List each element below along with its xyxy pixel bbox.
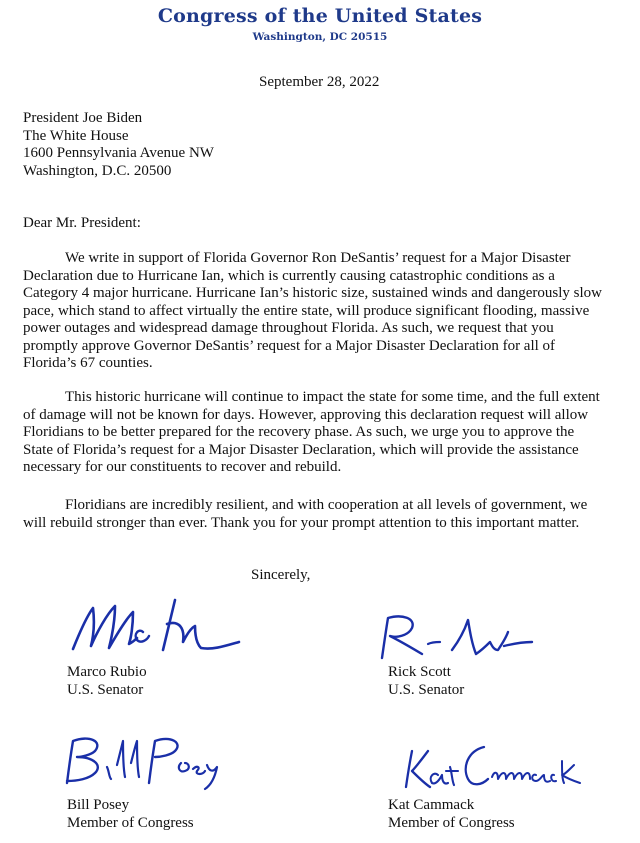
paragraph-line: of damage will not be known for days. However, approving this declaration request will allow [23, 406, 589, 423]
recipient-org: The White House [23, 127, 129, 144]
salutation: Dear Mr. President: [23, 215, 141, 231]
letterhead-title: Congress of the United States [157, 5, 483, 27]
signatory-title: Member of Congress [388, 814, 515, 831]
paragraph-line: State of Florida’s request for a Major Disaster Declaration, which will provide the assistance [23, 441, 579, 458]
signatory-name: Bill Posey [67, 797, 130, 813]
paragraph-line: We write in support of Florida Governor Ron DeSantis’ request for a Major Disaster [65, 250, 571, 266]
recipient-address [23, 110, 214, 180]
letter-date: September 28, 2022 [259, 74, 380, 90]
paragraph-line: pace, which stand to affect virtually the entire state, will produce significant flooding, massive [23, 302, 590, 319]
recipient-street: 1600 Pennsylvania Avenue NW [23, 145, 214, 161]
closing: Sincerely, [251, 567, 311, 583]
signature-posey-image [45, 727, 235, 797]
signature-scott-image [372, 606, 542, 666]
signature-cammack-image [398, 737, 588, 797]
recipient-name: President Joe Biden [23, 110, 143, 126]
signatory-name: Kat Cammack [388, 797, 475, 813]
paragraph-line: This historic hurricane will continue to impact the state for some time, and the full extent [65, 389, 600, 405]
signatory-name: Rick Scott [388, 664, 451, 680]
paragraph-line: power outages and widespread damage throughout Florida. As such, we request that you [23, 320, 554, 336]
signature-rubio-image [67, 594, 257, 664]
signatory-cammack [388, 797, 515, 832]
signatory-posey [67, 797, 194, 832]
paragraph-line: Declaration due to Hurricane Ian, which is currently causing catastrophic conditions as a [23, 267, 555, 284]
paragraph-line: promptly approve Governor DeSantis’ request for a Major Disaster Declaration for all of [23, 337, 556, 354]
signatory-title: U.S. Senator [67, 681, 144, 698]
paragraph-line: will rebuild stronger than ever. Thank you for your prompt attention to this important matter. [23, 514, 580, 531]
paragraph-line: Floridians to be better prepared for the recovery phase. As such, we urge you to approve the [23, 424, 575, 440]
signatory-rubio [67, 664, 147, 699]
recipient-city: Washington, D.C. 20500 [23, 162, 172, 179]
paragraph-2 [23, 389, 613, 477]
letterhead-subtitle: Washington, DC 20515 [252, 31, 388, 43]
letterhead [0, 4, 640, 44]
paragraph-3 [23, 497, 613, 532]
signatory-title: Member of Congress [67, 814, 194, 831]
paragraph-line: Floridians are incredibly resilient, and with cooperation at all levels of government, we [65, 497, 588, 513]
paragraph-line: Category 4 major hurricane. Hurricane Ian’s historic size, sustained winds and dangerously slow [23, 285, 603, 301]
signatory-title: U.S. Senator [388, 681, 465, 698]
signatory-scott [388, 664, 464, 699]
paragraph-line: Florida’s 67 counties. [23, 355, 153, 371]
paragraph-line: necessary for our constituents to recover and rebuild. [23, 459, 342, 475]
paragraph-1 [23, 250, 613, 373]
signatory-name: Marco Rubio [67, 664, 147, 680]
